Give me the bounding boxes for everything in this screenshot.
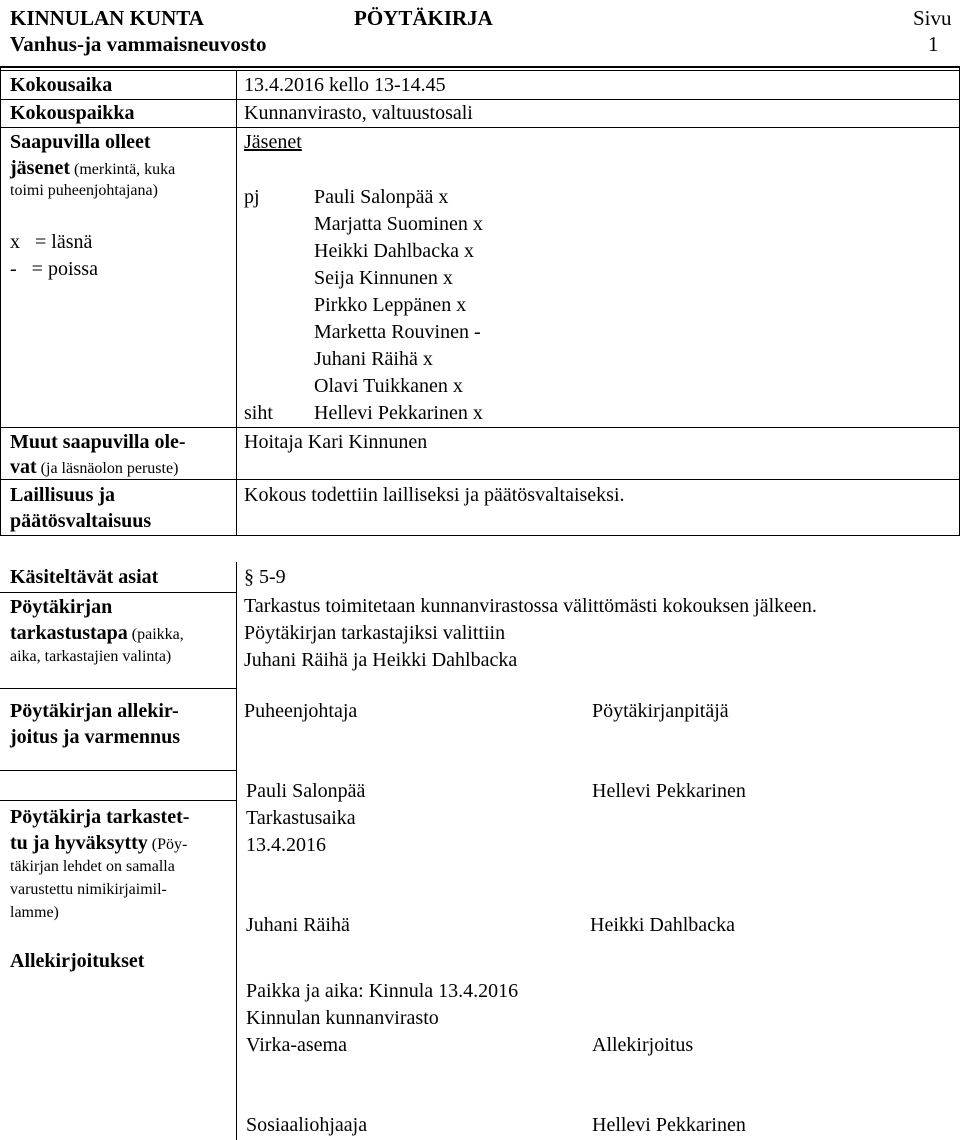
position-value: Sosiaaliohjaaja	[246, 1114, 368, 1136]
meeting-time-value: 13.4.2016 kello 13-14.45	[244, 74, 446, 96]
member-name: Pirkko Leppänen x	[314, 294, 467, 316]
signature-label: Allekirjoitus	[592, 1034, 694, 1056]
matters-label: Käsiteltävät asiat	[10, 566, 159, 588]
signer-name: Hellevi Pekkarinen	[592, 1114, 746, 1136]
legend-present: x = läsnä	[10, 231, 93, 253]
others-label-line2: vat (ja läsnäolon peruste)	[10, 456, 179, 478]
meeting-time-label: Kokousaika	[10, 74, 113, 96]
approval-label-line2: tu ja hyväksytty (Pöy-	[10, 832, 188, 854]
label-divider	[0, 770, 236, 771]
legend-absent: - = poissa	[10, 258, 98, 280]
header-rule	[0, 66, 960, 68]
review-label: Pöytäkirjan	[10, 596, 113, 618]
attendance-note: toimi puheenjohtajana)	[10, 182, 158, 199]
member-name: Marjatta Suominen x	[314, 213, 483, 235]
header-rule-thin	[0, 70, 960, 71]
table-left-border	[0, 66, 1, 536]
signatures-label: Allekirjoitukset	[10, 950, 145, 972]
page-label: Sivu	[913, 6, 952, 30]
row-divider	[0, 427, 960, 428]
approval-note: täkirjan lehdet on samalla	[10, 858, 175, 875]
approval-label: Pöytäkirja tarkastet-	[10, 806, 190, 828]
meeting-place-value: Kunnanvirasto, valtuustosali	[244, 102, 473, 124]
members-heading: Jäsenet	[244, 131, 302, 153]
member-name: Juhani Räihä x	[314, 348, 433, 370]
secretary-role: siht	[244, 402, 273, 424]
row-divider	[0, 127, 960, 128]
legality-value: Kokous todettiin lailliseksi ja päätösvaltaiseksi.	[244, 484, 625, 506]
chair-title: Puheenjohtaja	[244, 700, 358, 722]
member-name: Seija Kinnunen x	[314, 267, 453, 289]
secretary-name: Hellevi Pekkarinen	[592, 780, 746, 802]
reviewer-name: Juhani Räihä	[246, 914, 350, 936]
meeting-place-label: Kokouspaikka	[10, 102, 135, 124]
organization-name: KINNULAN KUNTA	[10, 6, 204, 30]
chair-name: Pauli Salonpää	[246, 780, 366, 802]
attendance-label: Saapuvilla olleet	[10, 131, 151, 153]
approval-note: lamme)	[10, 904, 59, 921]
review-date: 13.4.2016	[246, 834, 326, 856]
member-name: Pauli Salonpää x	[314, 186, 449, 208]
others-value: Hoitaja Kari Kinnunen	[244, 431, 428, 453]
label-divider	[0, 800, 236, 801]
approval-note: varustettu nimikirjaimil-	[10, 881, 167, 898]
label-divider	[0, 688, 236, 689]
member-name: Marketta Rouvinen -	[314, 321, 481, 343]
row-divider	[0, 99, 960, 100]
attendance-label-line2: jäsenet (merkintä, kuka	[10, 157, 176, 179]
committee-name: Vanhus-ja vammaisneuvosto	[10, 32, 267, 56]
secretary-title: Pöytäkirjanpitäjä	[592, 700, 729, 722]
member-name: Olavi Tuikkanen x	[314, 375, 463, 397]
review-label-line2: tarkastustapa (paikka,	[10, 622, 184, 644]
place-time: Paikka ja aika: Kinnula 13.4.2016	[246, 980, 519, 1002]
lower-column-divider	[236, 562, 237, 1140]
column-divider	[236, 70, 237, 536]
table-bottom-border	[0, 535, 960, 536]
review-time-label: Tarkastusaika	[246, 807, 356, 829]
legality-label: Laillisuus ja	[10, 484, 116, 506]
document-type: PÖYTÄKIRJA	[354, 6, 493, 30]
chair-role: pj	[244, 186, 260, 208]
member-name: Heikki Dahlbacka x	[314, 240, 474, 262]
review-text: Pöytäkirjan tarkastajiksi valittiin	[244, 622, 506, 644]
review-text: Tarkastus toimitetaan kunnanvirastossa välittömästi kokouksen jälkeen.	[244, 595, 817, 617]
row-divider	[0, 479, 960, 480]
signing-label-line2: joitus ja varmennus	[10, 726, 181, 748]
signing-label: Pöytäkirjan allekir-	[10, 700, 179, 722]
label-divider	[0, 592, 236, 593]
others-label: Muut saapuvilla ole-	[10, 431, 186, 453]
review-text: Juhani Räihä ja Heikki Dahlbacka	[244, 649, 518, 671]
legality-label-line2: päätösvaltaisuus	[10, 510, 152, 532]
reviewer-name: Heikki Dahlbacka	[590, 914, 735, 936]
review-note: aika, tarkastajien valinta)	[10, 648, 172, 665]
matters-value: § 5-9	[244, 566, 286, 588]
page-number: 1	[928, 32, 939, 56]
office-name: Kinnulan kunnanvirasto	[246, 1007, 439, 1029]
position-label: Virka-asema	[246, 1034, 347, 1056]
member-name: Hellevi Pekkarinen x	[314, 402, 483, 424]
